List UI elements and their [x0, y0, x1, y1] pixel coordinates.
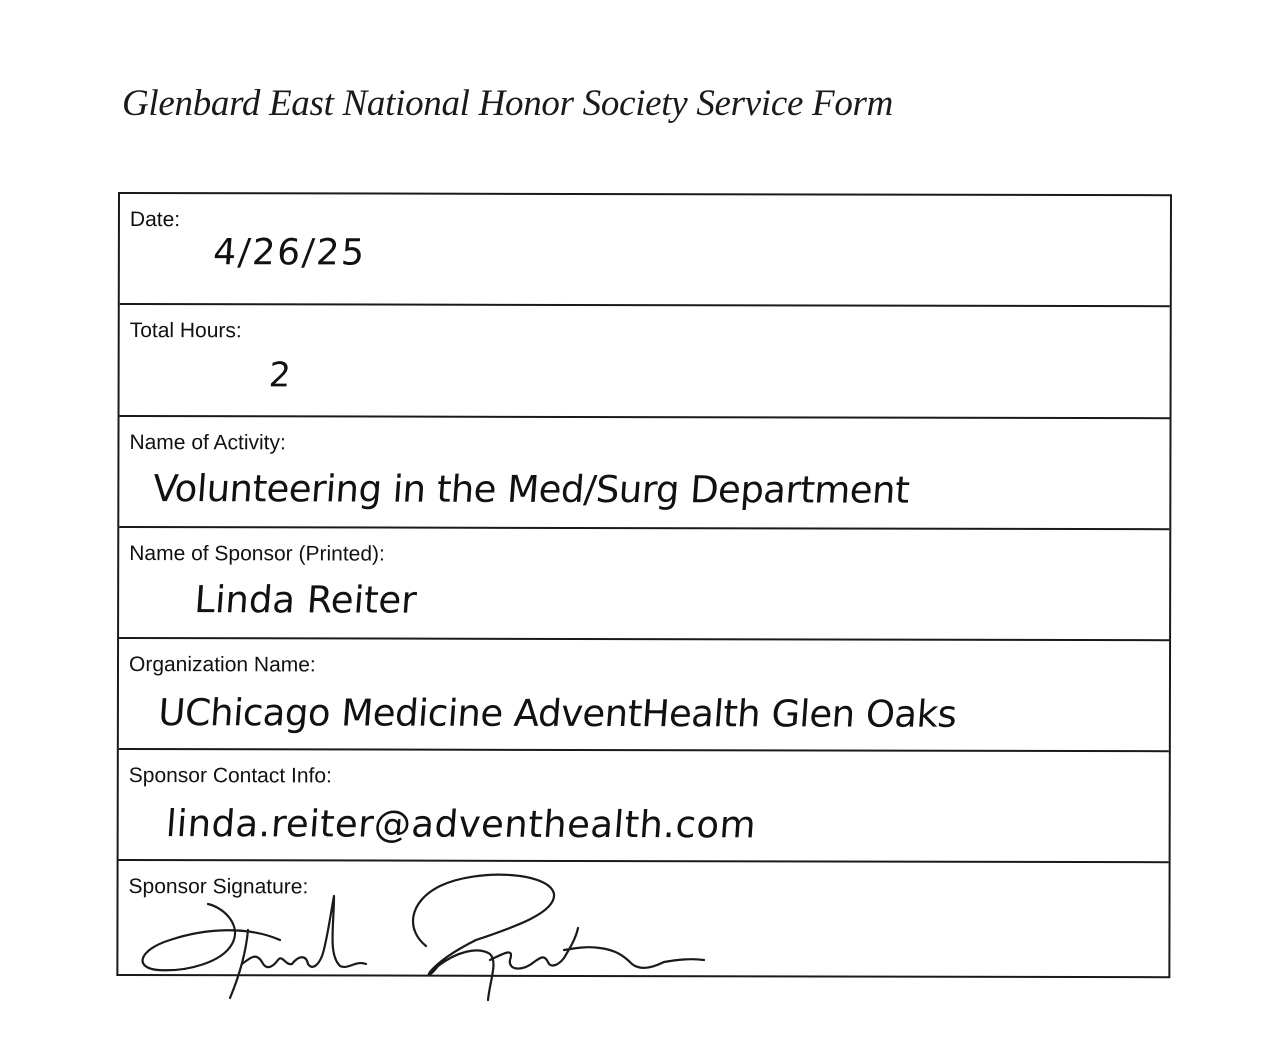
contact-label: Sponsor Contact Info:	[128, 764, 332, 788]
total-hours-row	[120, 305, 1170, 419]
date-value: 4/26/25	[211, 232, 368, 274]
service-form-table	[116, 192, 1172, 978]
sponsor-name-row	[119, 528, 1169, 641]
date-label: Date:	[129, 208, 181, 232]
total-hours-value: 2	[267, 355, 293, 396]
activity-label: Name of Activity:	[129, 431, 286, 455]
contact-value: linda.reiter@adventhealth.com	[164, 802, 758, 847]
total-hours-label: Total Hours:	[129, 319, 242, 343]
activity-value: Volunteering in the Med/Surg Department	[151, 467, 911, 512]
date-row	[120, 194, 1170, 307]
organization-label: Organization Name:	[128, 653, 316, 677]
sponsor-signature	[130, 868, 730, 1008]
form-title: Glenbard East National Honor Society Service Form	[122, 83, 894, 124]
contact-row	[119, 750, 1169, 863]
organization-row	[119, 639, 1169, 752]
sponsor-name-label: Name of Sponsor (Printed):	[129, 542, 385, 566]
sponsor-name-value: Linda Reiter	[193, 578, 419, 622]
organization-value: UChicago Medicine AdventHealth Glen Oaks	[156, 691, 959, 736]
signature-label: Sponsor Signature:	[128, 875, 309, 899]
activity-row	[119, 417, 1169, 530]
